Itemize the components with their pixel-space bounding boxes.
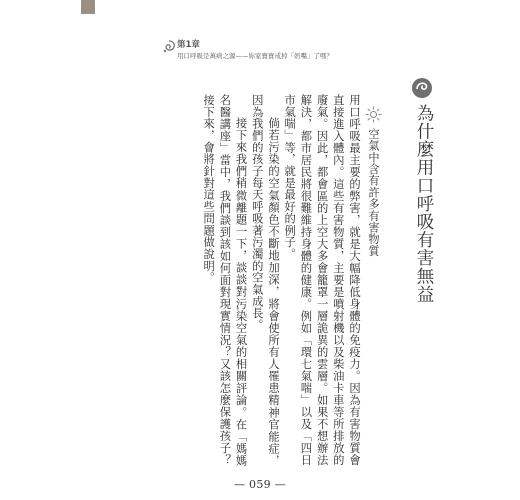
running-head-subtitle: 用口呼吸是萬病之源——妳家寶寶戒掉「奶嘴」了嗎？	[177, 52, 333, 60]
subheading: 空氣中含有許多有害物質	[367, 128, 380, 257]
sun-icon	[365, 106, 382, 123]
swirl-icon	[161, 39, 177, 55]
running-head	[177, 40, 477, 61]
section-title: 為什麼用口呼吸有害無益	[414, 104, 434, 304]
swirl-emblem-icon	[411, 77, 433, 99]
paragraph: 接下來我們稍微離題一下，談談對污染空氣的相關評論。在「媽媽名醫講座」當中，我們談到該如何面對現實情況？又該怎麼保護孩子？接下來，會將針對這些問題做說明。	[202, 94, 248, 466]
paragraph: 倘若污染的空氣顏色不斷地加深，將會使所有人罹患精神官能症，因為我們的孩子每天呼吸著污濁的空氣成長。	[250, 94, 280, 466]
running-head-chapter: 第1章	[177, 40, 200, 50]
body-text	[172, 94, 362, 466]
page-number: — 059 —	[233, 478, 287, 491]
paragraph: 用口呼吸最主要的弊害，就是大幅降低身體的免疫力。因為有害物質會直接進入體內。這些有害物質，主要是噴射機以及柴油卡車等所排放的廢氣。因此，都會區的上空大多會籠罩一層詭異的雲層。如果不想辦法解決，都市居民將很難維持身體的健康。例如「環七氣喘」以及「四日市氣喘」等，就是最好的例子。	[283, 94, 361, 466]
corner-marker	[81, 0, 95, 14]
